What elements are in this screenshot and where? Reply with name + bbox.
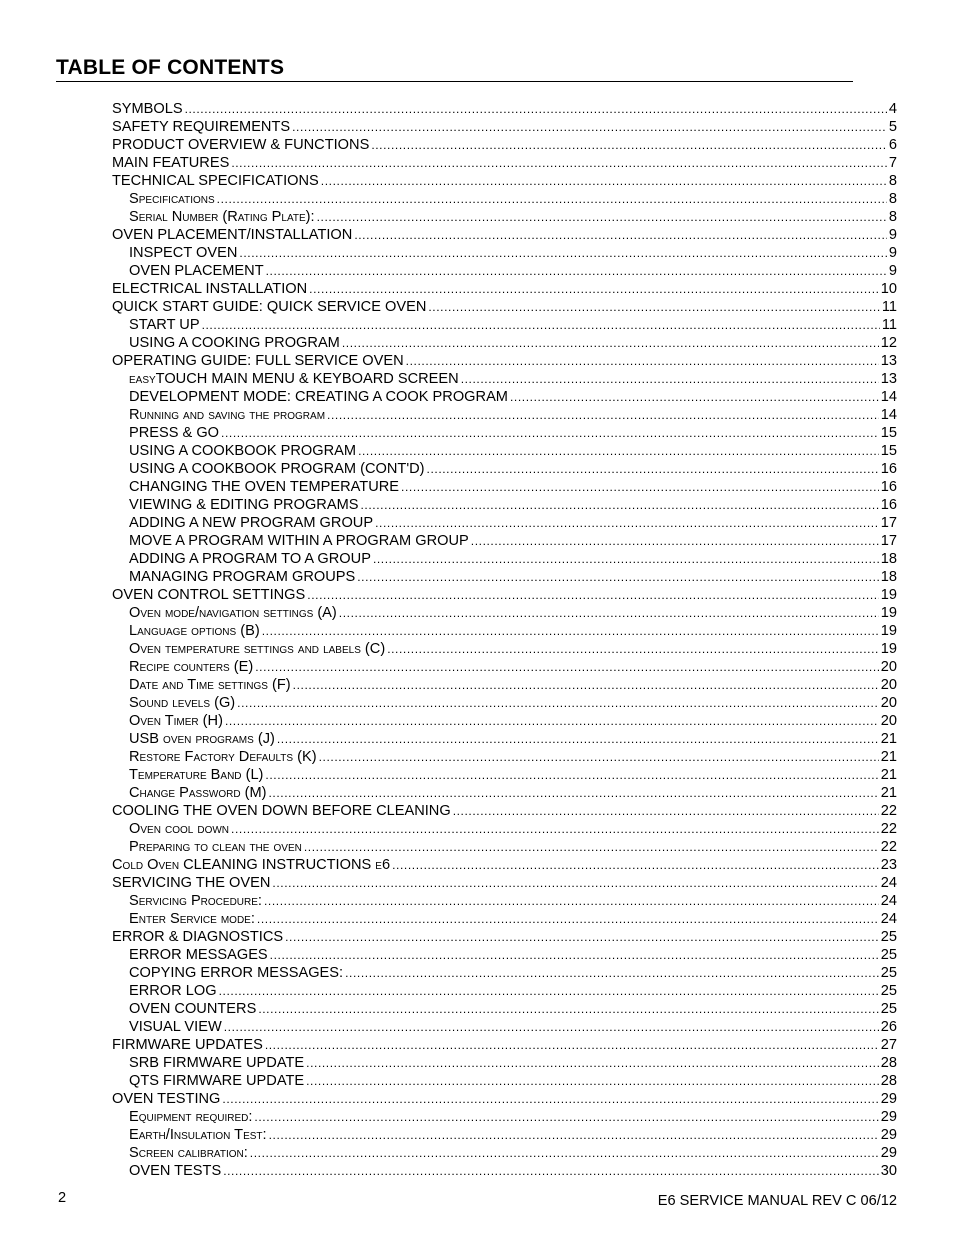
toc-entry-page: 28 bbox=[880, 1055, 897, 1071]
toc-entry-title: SRB FIRMWARE UPDATE bbox=[129, 1055, 305, 1071]
toc-entry-title: QTS FIRMWARE UPDATE bbox=[129, 1073, 305, 1089]
toc-entry-title: PRODUCT OVERVIEW & FUNCTIONS bbox=[112, 137, 370, 153]
toc-entry[interactable] bbox=[112, 766, 897, 784]
toc-entry[interactable] bbox=[112, 352, 897, 370]
toc-entry-title: OVEN PLACEMENT bbox=[129, 263, 264, 279]
toc-entry[interactable] bbox=[112, 838, 897, 856]
toc-entry[interactable] bbox=[112, 586, 897, 604]
dot-leader bbox=[345, 964, 879, 982]
toc-entry-page: 24 bbox=[880, 893, 897, 909]
toc-entry[interactable] bbox=[112, 730, 897, 748]
dot-leader bbox=[225, 712, 879, 730]
dot-leader bbox=[255, 658, 879, 676]
toc-entry-title: Temperature Band (L) bbox=[129, 767, 264, 783]
dot-leader bbox=[222, 1090, 878, 1108]
toc-entry-page: 24 bbox=[880, 875, 897, 891]
toc-entry-title: SYMBOLS bbox=[112, 101, 183, 117]
toc-entry-title: INSPECT OVEN bbox=[129, 245, 238, 261]
toc-entry[interactable] bbox=[112, 892, 897, 910]
toc-entry-title: SAFETY REQUIREMENTS bbox=[112, 119, 291, 135]
toc-entry-page: 25 bbox=[880, 965, 897, 981]
toc-entry-page: 18 bbox=[880, 551, 897, 567]
toc-entry[interactable] bbox=[112, 1144, 897, 1162]
dot-leader bbox=[202, 316, 880, 334]
toc-entry-page: 13 bbox=[880, 353, 897, 369]
toc-entry-title: Date and Time settings (F) bbox=[129, 677, 291, 693]
dot-leader bbox=[262, 622, 879, 640]
table-of-contents bbox=[112, 100, 897, 1180]
dot-leader bbox=[371, 136, 887, 154]
toc-entry[interactable] bbox=[112, 1090, 897, 1108]
dot-leader bbox=[293, 676, 879, 694]
toc-entry-title: USING A COOKBOOK PROGRAM (CONT'D) bbox=[129, 461, 425, 477]
dot-leader bbox=[360, 496, 878, 514]
toc-entry[interactable] bbox=[112, 208, 897, 226]
dot-leader bbox=[250, 1144, 879, 1162]
toc-entry[interactable] bbox=[112, 100, 897, 118]
toc-entry-page: 14 bbox=[880, 407, 897, 423]
toc-entry[interactable] bbox=[112, 946, 897, 964]
toc-entry-title: ADDING A NEW PROGRAM GROUP bbox=[129, 515, 374, 531]
toc-entry-page: 16 bbox=[880, 497, 897, 513]
dot-leader bbox=[453, 802, 879, 820]
toc-entry-page: 29 bbox=[880, 1109, 897, 1125]
toc-entry[interactable] bbox=[112, 262, 897, 280]
toc-entry-page: 10 bbox=[880, 281, 897, 297]
toc-entry[interactable] bbox=[112, 280, 897, 298]
toc-entry-page: 20 bbox=[880, 677, 897, 693]
toc-entry-title: MANAGING PROGRAM GROUPS bbox=[129, 569, 356, 585]
dot-leader bbox=[319, 748, 879, 766]
toc-entry-page: 24 bbox=[880, 911, 897, 927]
toc-entry-page: 29 bbox=[880, 1127, 897, 1143]
dot-leader bbox=[221, 424, 879, 442]
toc-entry-title: PRESS & GO bbox=[129, 425, 220, 441]
dot-leader bbox=[239, 244, 886, 262]
dot-leader bbox=[306, 1072, 879, 1090]
toc-entry-title: DEVELOPMENT MODE: CREATING A COOK PROGRAM bbox=[129, 389, 508, 405]
toc-entry[interactable] bbox=[112, 820, 897, 838]
toc-entry[interactable] bbox=[112, 676, 897, 694]
toc-entry-title: Running and saving the program bbox=[129, 407, 326, 423]
toc-entry-page: 20 bbox=[880, 695, 897, 711]
toc-entry[interactable] bbox=[112, 1036, 897, 1054]
toc-entry-page: 25 bbox=[880, 947, 897, 963]
toc-entry-title: ADDING A PROGRAM TO A GROUP bbox=[129, 551, 371, 567]
dot-leader bbox=[461, 370, 879, 388]
dot-leader bbox=[257, 910, 879, 928]
toc-entry-page: 29 bbox=[880, 1145, 897, 1161]
toc-entry[interactable] bbox=[112, 532, 897, 550]
toc-entry[interactable] bbox=[112, 316, 897, 334]
dot-leader bbox=[471, 532, 879, 550]
toc-entry[interactable] bbox=[112, 496, 897, 514]
toc-entry-title: QUICK START GUIDE: QUICK SERVICE OVEN bbox=[112, 299, 427, 315]
dot-leader bbox=[375, 514, 879, 532]
dot-leader bbox=[339, 604, 879, 622]
toc-entry[interactable] bbox=[112, 784, 897, 802]
toc-entry-title: Equipment required: bbox=[129, 1109, 253, 1125]
dot-leader bbox=[258, 1000, 878, 1018]
dot-leader bbox=[185, 100, 887, 118]
toc-entry[interactable] bbox=[112, 748, 897, 766]
toc-entry-title: Language options (B) bbox=[129, 623, 260, 639]
toc-entry-title: TECHNICAL SPECIFICATIONS bbox=[112, 173, 319, 189]
toc-entry-title: OVEN TESTS bbox=[129, 1163, 222, 1179]
toc-entry-page: 7 bbox=[888, 155, 897, 171]
toc-entry[interactable] bbox=[112, 1126, 897, 1144]
toc-entry-title: Cold Oven CLEANING INSTRUCTIONS e6 bbox=[112, 857, 391, 873]
dot-leader bbox=[231, 154, 887, 172]
dot-leader bbox=[223, 1162, 879, 1180]
toc-entry-page: 15 bbox=[880, 443, 897, 459]
toc-entry[interactable] bbox=[112, 550, 897, 568]
toc-entry-title: MAIN FEATURES bbox=[112, 155, 230, 171]
toc-entry[interactable] bbox=[112, 928, 897, 946]
dot-leader bbox=[265, 766, 878, 784]
page-title: TABLE OF CONTENTS bbox=[56, 55, 853, 82]
toc-entry[interactable] bbox=[112, 604, 897, 622]
dot-leader bbox=[219, 982, 879, 1000]
toc-entry[interactable] bbox=[112, 802, 897, 820]
toc-entry-page: 26 bbox=[880, 1019, 897, 1035]
toc-entry-page: 17 bbox=[880, 533, 897, 549]
toc-entry-title: USING A COOKING PROGRAM bbox=[129, 335, 340, 351]
toc-entry[interactable] bbox=[112, 514, 897, 532]
toc-entry-page: 28 bbox=[880, 1073, 897, 1089]
toc-entry-page: 21 bbox=[880, 731, 897, 747]
toc-entry-title: SERVICING THE OVEN bbox=[112, 875, 271, 891]
toc-entry-page: 21 bbox=[880, 749, 897, 765]
dot-leader bbox=[401, 478, 879, 496]
toc-entry-page: 30 bbox=[880, 1163, 897, 1179]
toc-entry-title: Specifications bbox=[129, 191, 215, 207]
dot-leader bbox=[269, 1126, 879, 1144]
dot-leader bbox=[427, 460, 879, 478]
toc-entry[interactable] bbox=[112, 982, 897, 1000]
toc-entry[interactable] bbox=[112, 424, 897, 442]
toc-entry[interactable] bbox=[112, 1000, 897, 1018]
dot-leader bbox=[354, 226, 887, 244]
toc-entry-page: 8 bbox=[888, 191, 897, 207]
toc-entry-page: 19 bbox=[880, 623, 897, 639]
toc-entry-page: 9 bbox=[888, 227, 897, 243]
toc-entry-page: 21 bbox=[880, 767, 897, 783]
toc-entry[interactable] bbox=[112, 622, 897, 640]
toc-entry-title: USB oven programs (J) bbox=[129, 731, 275, 747]
toc-entry-title: Oven mode/navigation settings (A) bbox=[129, 605, 337, 621]
toc-entry[interactable] bbox=[112, 226, 897, 244]
toc-entry-page: 4 bbox=[888, 101, 897, 117]
dot-leader bbox=[307, 586, 879, 604]
toc-entry-title: USING A COOKBOOK PROGRAM bbox=[129, 443, 357, 459]
toc-entry-page: 9 bbox=[888, 263, 897, 279]
toc-entry-title: Change Password (M) bbox=[129, 785, 267, 801]
toc-entry-page: 22 bbox=[880, 821, 897, 837]
dot-leader bbox=[270, 946, 879, 964]
toc-entry-page: 25 bbox=[880, 983, 897, 999]
toc-entry[interactable] bbox=[112, 172, 897, 190]
toc-entry-title: Earth/Insulation Test: bbox=[129, 1127, 267, 1143]
toc-entry[interactable] bbox=[112, 118, 897, 136]
dot-leader bbox=[272, 874, 878, 892]
toc-entry-title: Restore Factory Defaults (K) bbox=[129, 749, 317, 765]
manual-title-footer: E6 SERVICE MANUAL REV C 06/12 bbox=[657, 1193, 897, 1209]
dot-leader bbox=[392, 856, 879, 874]
toc-entry-page: 25 bbox=[880, 929, 897, 945]
toc-entry[interactable] bbox=[112, 298, 897, 316]
toc-entry-page: 11 bbox=[881, 299, 897, 315]
toc-entry-page: 19 bbox=[880, 605, 897, 621]
toc-entry[interactable] bbox=[112, 874, 897, 892]
dot-leader bbox=[285, 928, 879, 946]
dot-leader bbox=[321, 172, 887, 190]
toc-entry-page: 13 bbox=[880, 371, 897, 387]
dot-leader bbox=[304, 838, 879, 856]
toc-entry-title: OVEN CONTROL SETTINGS bbox=[112, 587, 306, 603]
toc-entry[interactable] bbox=[112, 964, 897, 982]
toc-entry-title: Preparing to clean the oven bbox=[129, 839, 302, 855]
toc-entry[interactable] bbox=[112, 370, 897, 388]
dot-leader bbox=[510, 388, 879, 406]
toc-entry[interactable] bbox=[112, 244, 897, 262]
toc-entry[interactable] bbox=[112, 568, 897, 586]
toc-entry[interactable] bbox=[112, 388, 897, 406]
dot-leader bbox=[269, 784, 879, 802]
dot-leader bbox=[265, 1036, 879, 1054]
toc-entry[interactable] bbox=[112, 1072, 897, 1090]
dot-leader bbox=[373, 550, 879, 568]
toc-entry-title: ELECTRICAL INSTALLATION bbox=[112, 281, 308, 297]
toc-entry[interactable] bbox=[112, 640, 897, 658]
toc-entry-title: Oven Timer (H) bbox=[129, 713, 223, 729]
toc-entry-page: 21 bbox=[880, 785, 897, 801]
dot-leader bbox=[237, 694, 879, 712]
toc-entry-title: OPERATING GUIDE: FULL SERVICE OVEN bbox=[112, 353, 404, 369]
toc-entry-title: MOVE A PROGRAM WITHIN A PROGRAM GROUP bbox=[129, 533, 469, 549]
toc-entry-page: 27 bbox=[880, 1037, 897, 1053]
toc-entry-page: 23 bbox=[880, 857, 897, 873]
toc-entry-title: Oven cool down bbox=[129, 821, 230, 837]
toc-entry-title: ERROR LOG bbox=[129, 983, 217, 999]
dot-leader bbox=[277, 730, 879, 748]
toc-entry[interactable] bbox=[112, 478, 897, 496]
toc-entry-title: Screen calibration: bbox=[129, 1145, 248, 1161]
toc-entry-page: 14 bbox=[880, 389, 897, 405]
toc-entry[interactable] bbox=[112, 442, 897, 460]
toc-entry-title: Enter Service mode: bbox=[129, 911, 255, 927]
toc-entry-title: Sound levels (G) bbox=[129, 695, 236, 711]
toc-entry-page: 6 bbox=[888, 137, 897, 153]
toc-entry-page: 11 bbox=[881, 317, 897, 333]
toc-entry[interactable] bbox=[112, 406, 897, 424]
toc-entry-page: 20 bbox=[880, 659, 897, 675]
toc-entry-title: START UP bbox=[129, 317, 200, 333]
toc-entry[interactable] bbox=[112, 136, 897, 154]
toc-entry-title: COOLING THE OVEN DOWN BEFORE CLEANING bbox=[112, 803, 451, 819]
toc-entry[interactable] bbox=[112, 154, 897, 172]
dot-leader bbox=[357, 568, 879, 586]
toc-entry-title: Recipe counters (E) bbox=[129, 659, 254, 675]
toc-entry-page: 16 bbox=[880, 479, 897, 495]
dot-leader bbox=[358, 442, 879, 460]
dot-leader bbox=[266, 262, 887, 280]
toc-entry-title: Servicing Procedure: bbox=[129, 893, 262, 909]
toc-entry-page: 25 bbox=[880, 1001, 897, 1017]
toc-entry-page: 5 bbox=[888, 119, 897, 135]
toc-entry-title: OVEN COUNTERS bbox=[129, 1001, 257, 1017]
toc-entry[interactable] bbox=[112, 910, 897, 928]
toc-entry-title: VISUAL VIEW bbox=[129, 1019, 222, 1035]
dot-leader bbox=[264, 892, 879, 910]
toc-entry[interactable] bbox=[112, 1108, 897, 1126]
toc-entry-page: 8 bbox=[888, 173, 897, 189]
toc-entry-page: 20 bbox=[880, 713, 897, 729]
toc-entry-title: COPYING ERROR MESSAGES: bbox=[129, 965, 344, 981]
toc-entry-page: 22 bbox=[880, 839, 897, 855]
dot-leader bbox=[309, 280, 879, 298]
toc-entry-page: 16 bbox=[880, 461, 897, 477]
dot-leader bbox=[292, 118, 887, 136]
toc-entry-page: 8 bbox=[888, 209, 897, 225]
toc-entry[interactable] bbox=[112, 334, 897, 352]
toc-entry[interactable] bbox=[112, 712, 897, 730]
toc-entry-title: VIEWING & EDITING PROGRAMS bbox=[129, 497, 359, 513]
dot-leader bbox=[254, 1108, 878, 1126]
toc-entry-page: 19 bbox=[880, 641, 897, 657]
toc-entry-page: 29 bbox=[880, 1091, 897, 1107]
toc-entry-title: ERROR & DIAGNOSTICS bbox=[112, 929, 284, 945]
dot-leader bbox=[342, 334, 879, 352]
toc-entry[interactable] bbox=[112, 1054, 897, 1072]
toc-entry-page: 22 bbox=[880, 803, 897, 819]
toc-entry[interactable] bbox=[112, 190, 897, 208]
toc-entry[interactable] bbox=[112, 1018, 897, 1036]
toc-entry-page: 19 bbox=[880, 587, 897, 603]
toc-entry[interactable] bbox=[112, 694, 897, 712]
dot-leader bbox=[306, 1054, 879, 1072]
dot-leader bbox=[327, 406, 879, 424]
toc-entry-title: easyTOUCH MAIN MENU & KEYBOARD SCREEN bbox=[129, 371, 459, 387]
toc-entry-title: ERROR MESSAGES bbox=[129, 947, 268, 963]
dot-leader bbox=[217, 190, 887, 208]
dot-leader bbox=[406, 352, 879, 370]
toc-entry-page: 18 bbox=[880, 569, 897, 585]
toc-entry-title: CHANGING THE OVEN TEMPERATURE bbox=[129, 479, 400, 495]
dot-leader bbox=[231, 820, 879, 838]
dot-leader bbox=[224, 1018, 879, 1036]
toc-entry[interactable] bbox=[112, 460, 897, 478]
toc-entry-title: OVEN TESTING bbox=[112, 1091, 221, 1107]
toc-entry-page: 12 bbox=[880, 335, 897, 351]
toc-entry-title: Serial Number (Rating Plate): bbox=[129, 209, 315, 225]
toc-entry[interactable] bbox=[112, 1162, 897, 1180]
toc-entry-page: 9 bbox=[888, 245, 897, 261]
page-number: 2 bbox=[58, 1190, 67, 1206]
dot-leader bbox=[317, 208, 887, 226]
dot-leader bbox=[387, 640, 879, 658]
toc-entry-title: FIRMWARE UPDATES bbox=[112, 1037, 263, 1053]
dot-leader bbox=[428, 298, 879, 316]
toc-entry-page: 17 bbox=[880, 515, 897, 531]
toc-entry[interactable] bbox=[112, 658, 897, 676]
toc-entry-title: Oven temperature settings and labels (C) bbox=[129, 641, 386, 657]
toc-entry-page: 15 bbox=[880, 425, 897, 441]
toc-entry-title: OVEN PLACEMENT/INSTALLATION bbox=[112, 227, 353, 243]
toc-entry[interactable] bbox=[112, 856, 897, 874]
